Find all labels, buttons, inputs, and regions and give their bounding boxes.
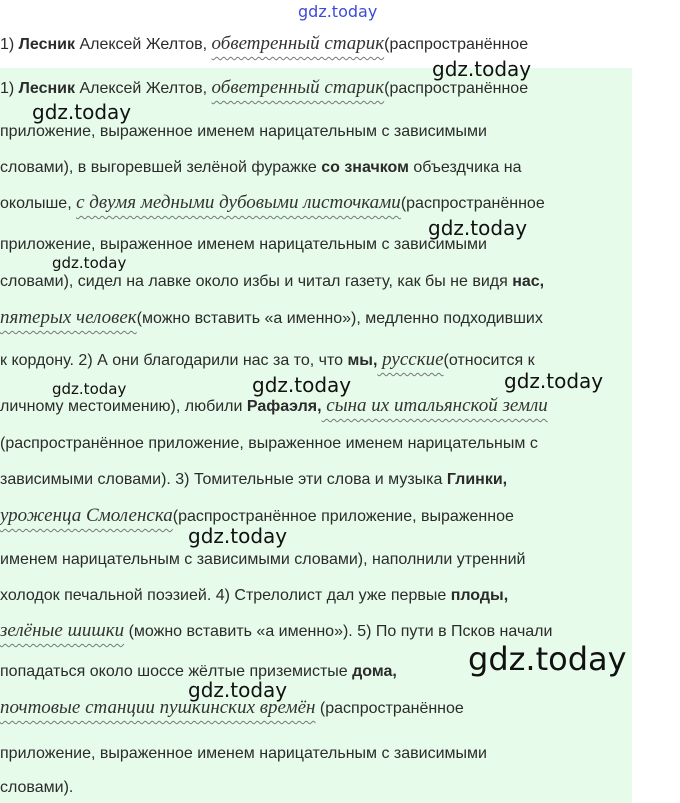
text: объездчика на <box>408 159 522 176</box>
text: (можно вставить «а именно»). 5) По пути в Псков начали <box>124 623 553 640</box>
bold-word: мы, <box>347 352 378 369</box>
appositive: обветренный старик <box>211 77 385 98</box>
appositive: русские <box>377 349 444 370</box>
bold-word: нас, <box>512 273 545 290</box>
text: холодок печальной поэзией. 4) Стрелолист дал уже первые <box>0 587 451 604</box>
sentence-number: 1) <box>0 80 19 97</box>
text-line-6 <box>0 270 544 294</box>
watermark: gdz.today <box>188 524 288 548</box>
text: именем нарицательным с зависимыми словами), наполнили утренний <box>0 551 526 568</box>
text-line-3 <box>0 156 522 180</box>
intro-line <box>0 32 680 57</box>
text: Алексей Желтов, <box>75 80 212 97</box>
text: Алексей Желтов, <box>75 36 212 53</box>
text: приложение, выраженное именем нарицательным с зависимыми <box>0 745 487 762</box>
bold-word: Рафаэля, <box>246 398 322 415</box>
text-line-10 <box>0 432 538 456</box>
text: (распространённое <box>384 80 529 97</box>
appositive: с двумя медными дубовыми листочками <box>76 192 401 213</box>
text: (распространённое <box>315 700 464 717</box>
watermark: gdz.today <box>52 254 127 272</box>
bold-word: плоды, <box>450 587 509 604</box>
appositive: сына их итальянской земли <box>321 395 548 416</box>
bold-word: Лесник <box>18 36 75 53</box>
watermark: gdz.today <box>428 216 528 240</box>
bold-word: Глинки, <box>446 471 508 488</box>
appositive: зелёные шишки <box>0 620 125 641</box>
text: личному местоимению), любили <box>0 398 247 415</box>
bold-word: дома, <box>352 663 397 680</box>
text-line-13 <box>0 548 525 572</box>
text: к кордону. 2) А они благодарили нас за то, что <box>0 352 348 369</box>
text: словами), сидел на лавке около избы и читал газету, как бы не видя <box>0 273 513 290</box>
watermark: gdz.today <box>468 640 627 678</box>
text: (относится к <box>443 352 535 369</box>
sentence-number: 1) <box>0 36 19 53</box>
text: (распространённое <box>400 195 545 212</box>
text: (распространённое приложение, выраженное <box>172 508 514 525</box>
text: приложение, выраженное именем нарицательным с зависимыми <box>0 236 487 253</box>
watermark: gdz.today <box>432 57 532 81</box>
answer-panel <box>0 68 632 803</box>
text-line-18 <box>0 742 487 766</box>
text: словами), в выгоревшей зелёной фуражке <box>0 159 322 176</box>
text-line-7 <box>0 306 543 331</box>
text: словами). <box>0 779 74 796</box>
watermark-top: gdz.today <box>298 2 378 21</box>
text: попадаться около шоссе жёлтые приземистые <box>0 663 353 680</box>
text-line-4 <box>0 191 545 216</box>
text: околыше, <box>0 195 77 212</box>
text: (распространённое приложение, выраженное именем нарицательным с <box>0 435 538 452</box>
watermark: gdz.today <box>252 373 352 397</box>
text-line-8 <box>0 348 535 373</box>
bold-word: Лесник <box>18 80 75 97</box>
watermark: gdz.today <box>52 380 127 398</box>
text: (распространённое <box>384 36 529 53</box>
text-line-14 <box>0 584 508 608</box>
appositive: уроженца Смоленска <box>0 505 173 526</box>
text: зависимыми словами). 3) Томительные эти слова и музыка <box>0 471 447 488</box>
appositive: почтовые станции пушкинских времён <box>0 697 316 718</box>
text: (можно вставить «а именно»), медленно подходивших <box>136 310 543 327</box>
bold-word: со значком <box>321 159 409 176</box>
appositive: пятерых человек <box>0 307 137 328</box>
text: приложение, выраженное именем нарицательным с зависимыми <box>0 123 487 140</box>
watermark: gdz.today <box>188 678 288 702</box>
text-line-19 <box>0 776 73 800</box>
appositive: обветренный старик <box>211 33 385 54</box>
watermark: gdz.today <box>32 100 132 124</box>
watermark: gdz.today <box>504 369 604 393</box>
text-line-11 <box>0 468 507 492</box>
